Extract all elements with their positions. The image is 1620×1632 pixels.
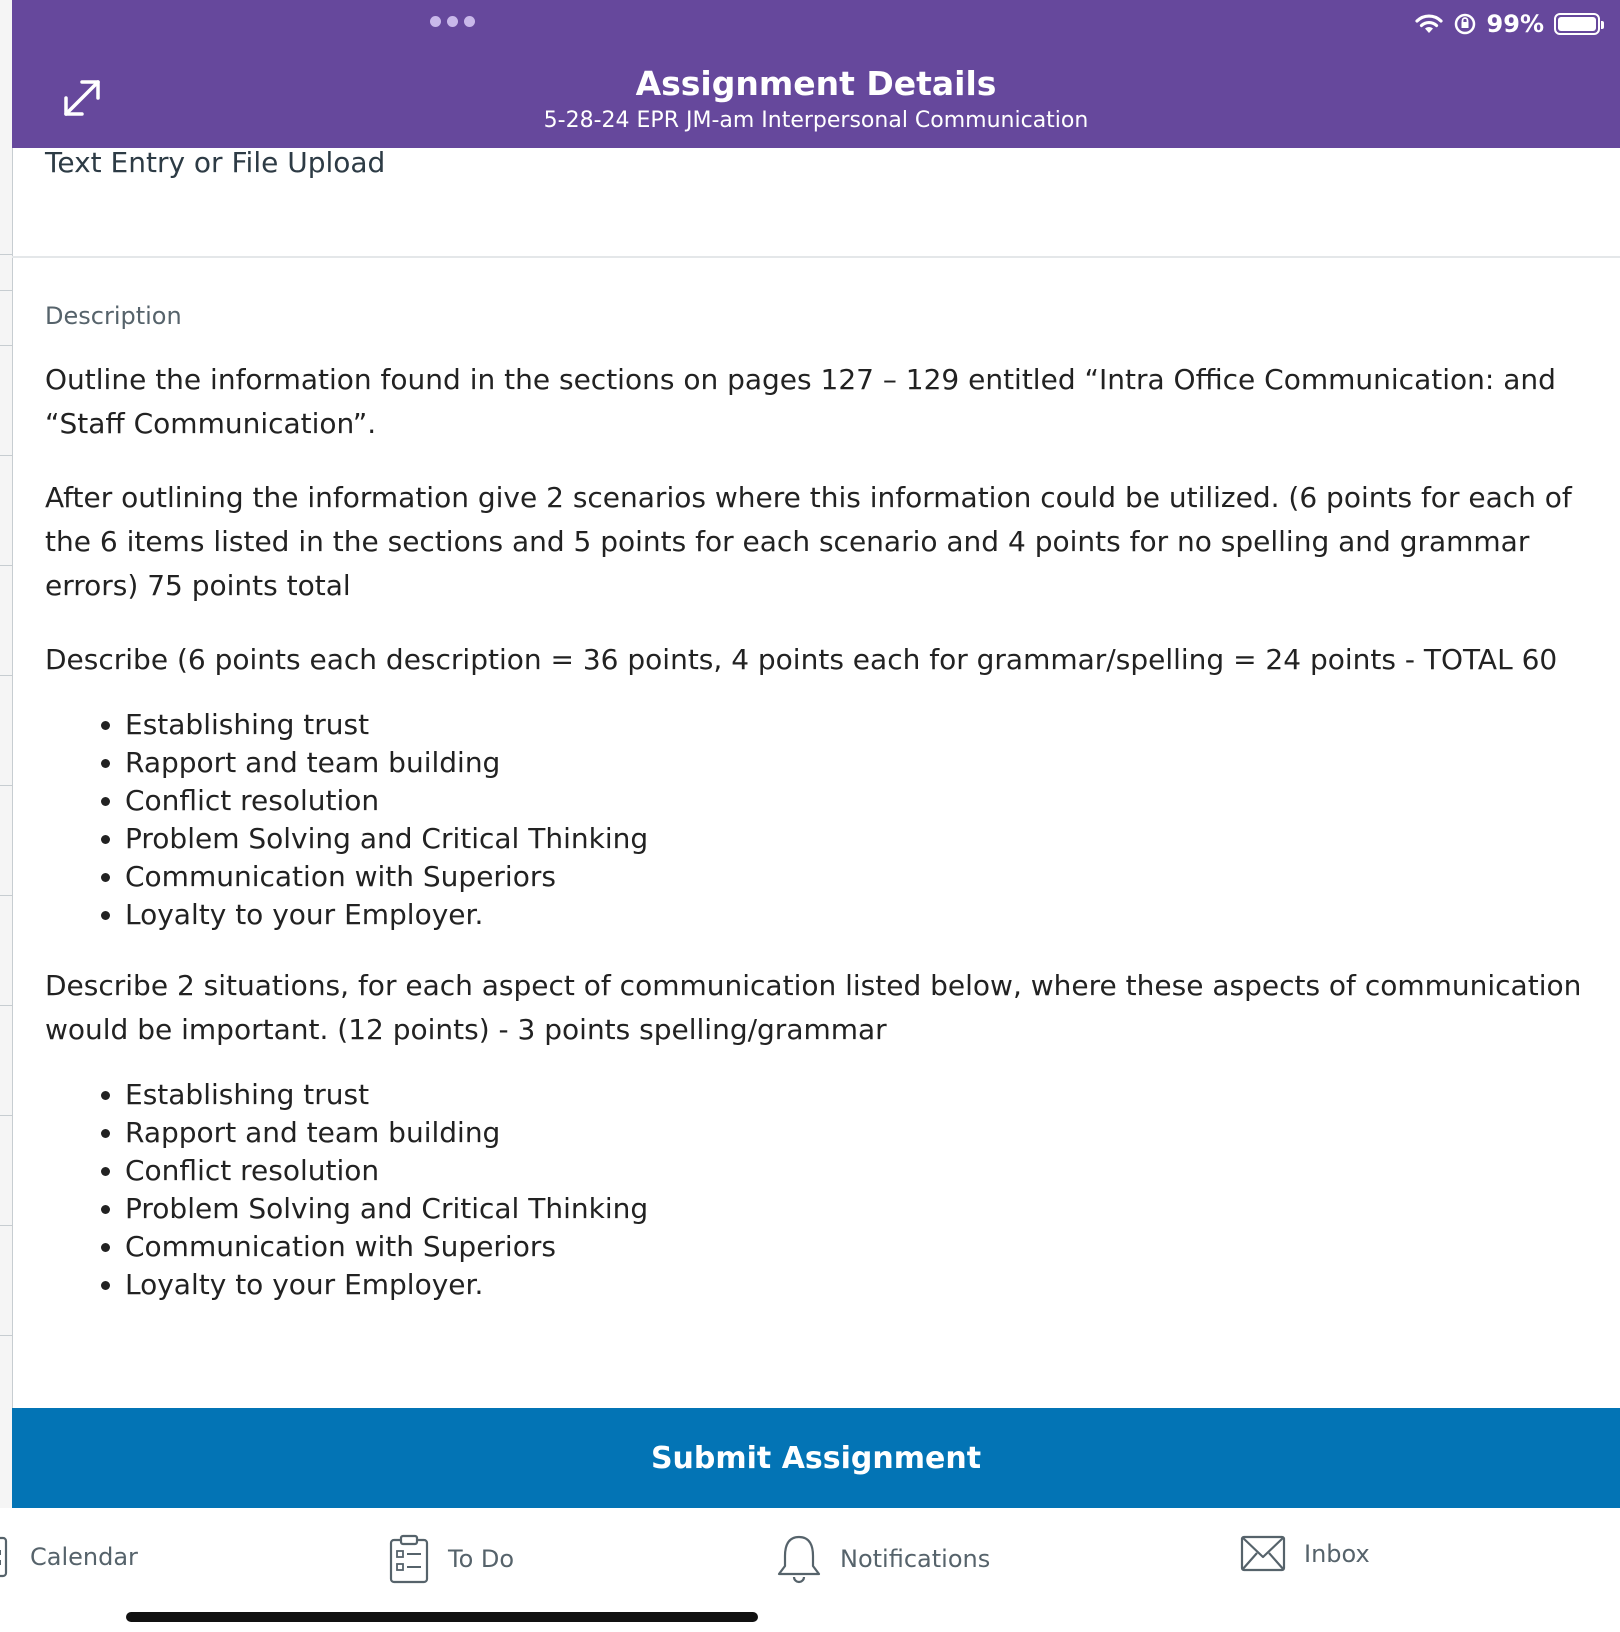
page-title: Assignment Details (635, 64, 997, 103)
list-item: • Problem Solving and Critical Thinking (125, 820, 1585, 858)
description-label: Description (45, 302, 182, 330)
description-paragraph: After outlining the information give 2 scenarios where this information could be utilized. (6 points for each of the 6 items listed in the sections and 5 points for each scenario and 4 points for no spelling and grammar errors) 75 points total (45, 481, 1572, 602)
list-item: • Rapport and team building (125, 1114, 1585, 1152)
description-paragraph: Describe (6 points each description = 36 points, 4 points each for grammar/spelling = 24 points - TOTAL 60 (45, 643, 1558, 676)
tab-label: Notifications (840, 1545, 991, 1573)
submit-assignment-button[interactable]: Submit Assignment (12, 1408, 1620, 1508)
section-divider (12, 256, 1620, 258)
topic-list (45, 1076, 1585, 1304)
course-subtitle: 5-28-24 EPR JM-am Interpersonal Communication (543, 108, 1089, 133)
list-item: • Conflict resolution (125, 782, 1585, 820)
split-view-edge (0, 0, 13, 1632)
tab-inbox[interactable] (1240, 1534, 1370, 1574)
list-item: • Loyalty to your Employer. (125, 896, 1585, 934)
tab-label: To Do (448, 1545, 515, 1573)
calendar-icon (0, 1534, 12, 1580)
list-item: • Communication with Superiors (125, 858, 1585, 896)
header-bar (12, 0, 1620, 148)
description-paragraph: Describe 2 situations, for each aspect of communication listed below, where these aspects of communication would be important. (12 points) - 3 points spelling/grammar (45, 969, 1582, 1046)
list-item: • Establishing trust (125, 706, 1585, 744)
list-item: • Problem Solving and Critical Thinking (125, 1190, 1585, 1228)
description-paragraph: Outline the information found in the sections on pages 127 – 129 entitled “Intra Office Communication: and “Staff Communication”. (45, 363, 1556, 440)
list-item: • Conflict resolution (125, 1152, 1585, 1190)
todo-icon (388, 1534, 430, 1584)
bell-icon (776, 1534, 822, 1584)
list-item: • Communication with Superiors (125, 1228, 1585, 1266)
tab-label: Calendar (30, 1543, 138, 1571)
topic-list (45, 706, 1585, 934)
multitasking-dots[interactable] (430, 16, 475, 27)
tab-calendar[interactable] (0, 1534, 138, 1580)
orientation-lock-icon (1453, 12, 1477, 36)
tab-label: Inbox (1304, 1540, 1370, 1568)
home-indicator[interactable] (126, 1612, 758, 1622)
tab-notifications[interactable] (776, 1534, 990, 1584)
description-section (45, 300, 1585, 1334)
list-item: • Establishing trust (125, 1076, 1585, 1114)
status-bar (1415, 10, 1600, 38)
envelope-icon (1240, 1534, 1286, 1574)
tab-todo[interactable] (388, 1534, 514, 1584)
submission-type: Text Entry or File Upload (45, 146, 386, 179)
battery-icon (1554, 13, 1600, 35)
wifi-icon (1415, 13, 1443, 35)
list-item: • Loyalty to your Employer. (125, 1266, 1585, 1304)
list-item: • Rapport and team building (125, 744, 1585, 782)
battery-percent: 99% (1486, 10, 1544, 38)
